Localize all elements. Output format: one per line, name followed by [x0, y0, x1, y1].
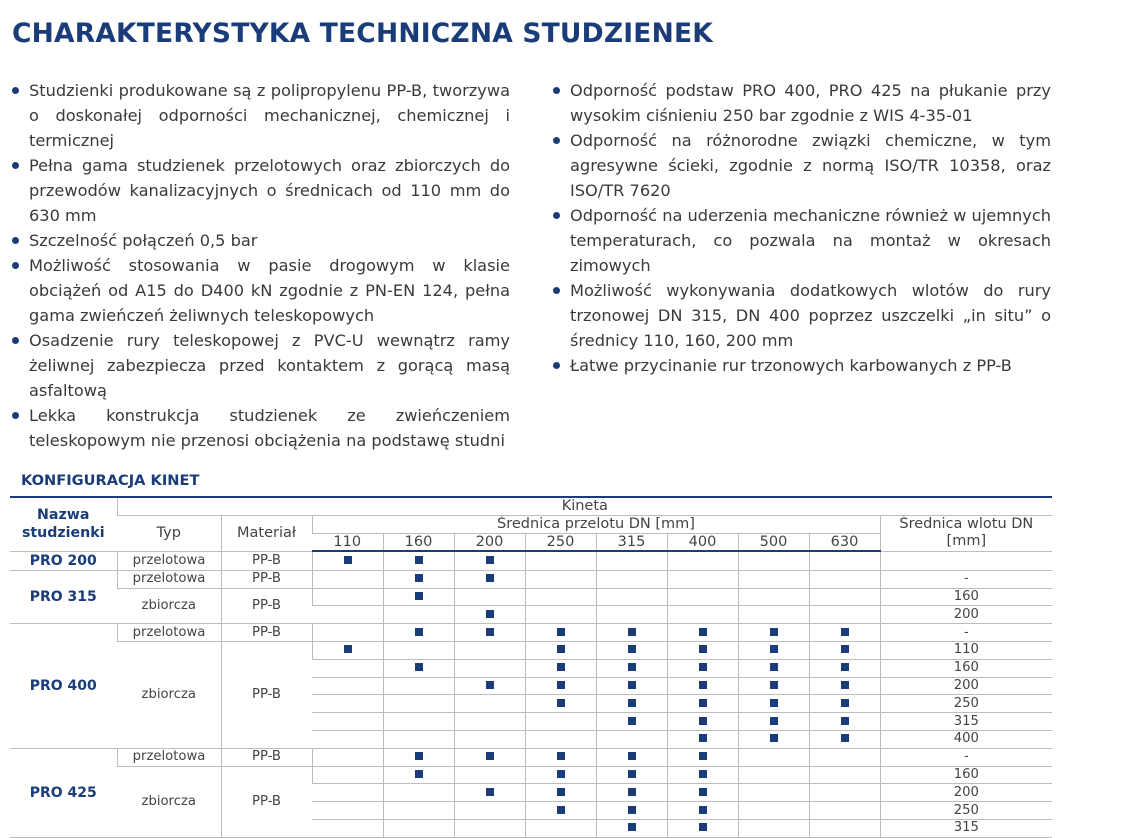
feature-item: Odporność na uderzenia mechaniczne również w ujemnych temperaturach, co pozwala na montaż w okresach zimowych — [553, 203, 1051, 278]
available-marker — [557, 663, 565, 671]
dn-cell — [525, 642, 596, 660]
well-name-cell: PRO 425 — [10, 748, 117, 837]
dn-cell — [525, 659, 596, 677]
dn-cell — [525, 677, 596, 695]
dn-cell — [312, 659, 383, 677]
dn-cell — [383, 588, 454, 606]
available-marker — [699, 681, 707, 689]
dn-cell — [525, 784, 596, 802]
dn-cell — [525, 624, 596, 642]
available-marker — [557, 681, 565, 689]
material-cell: PP-B — [221, 766, 312, 837]
dn-cell — [312, 731, 383, 749]
available-marker — [699, 645, 707, 653]
dn-cell — [809, 606, 880, 624]
dn-cell — [667, 766, 738, 784]
available-marker — [415, 574, 423, 582]
available-marker — [699, 628, 707, 636]
available-marker — [628, 663, 636, 671]
table-caption: KONFIGURACJA KINET — [21, 472, 200, 489]
dn-cell — [596, 659, 667, 677]
available-marker — [486, 556, 494, 564]
dn-cell — [809, 659, 880, 677]
dn-cell — [667, 748, 738, 766]
dn-cell — [667, 588, 738, 606]
dn-cell — [383, 677, 454, 695]
table-row — [10, 551, 1052, 570]
available-marker — [557, 699, 565, 707]
available-marker — [344, 556, 352, 564]
dn-cell — [738, 659, 809, 677]
dn-cell — [809, 802, 880, 820]
dn-cell — [525, 588, 596, 606]
available-marker — [628, 770, 636, 778]
dn-cell — [596, 802, 667, 820]
header-dn: 110 — [312, 533, 383, 551]
dn-cell — [809, 642, 880, 660]
available-marker — [415, 556, 423, 564]
table-row — [10, 642, 1052, 660]
dn-cell — [596, 642, 667, 660]
dn-cell — [738, 695, 809, 713]
dn-cell — [383, 748, 454, 766]
available-marker — [770, 699, 778, 707]
dn-cell — [525, 766, 596, 784]
dn-cell — [312, 784, 383, 802]
feature-item: Odporność podstaw PRO 400, PRO 425 na płukanie przy wysokim ciśnieniu 250 bar zgodnie z WIS 4-35-01 — [553, 78, 1051, 128]
type-cell: przelotowa — [117, 748, 221, 766]
dn-cell — [525, 731, 596, 749]
inlet-diameter-cell: 400 — [880, 731, 1052, 749]
available-marker — [557, 770, 565, 778]
dn-cell — [738, 642, 809, 660]
header-material: Materiał — [221, 515, 312, 551]
dn-cell — [312, 677, 383, 695]
dn-cell — [454, 802, 525, 820]
table-row — [10, 588, 1052, 606]
inlet-diameter-cell: - — [880, 624, 1052, 642]
available-marker — [628, 806, 636, 814]
dn-cell — [383, 784, 454, 802]
dn-cell — [383, 820, 454, 838]
type-cell: zbiorcza — [117, 588, 221, 624]
dn-cell — [809, 677, 880, 695]
dn-cell — [525, 748, 596, 766]
dn-cell — [667, 677, 738, 695]
available-marker — [628, 628, 636, 636]
material-cell: PP-B — [221, 570, 312, 588]
available-marker — [699, 788, 707, 796]
header-srednica-przelotu: Średnica przelotu DN [mm] — [312, 515, 880, 533]
dn-cell — [383, 570, 454, 588]
available-marker — [841, 717, 849, 725]
available-marker — [699, 663, 707, 671]
dn-cell — [667, 731, 738, 749]
available-marker — [557, 752, 565, 760]
available-marker — [841, 645, 849, 653]
inlet-diameter-cell: 200 — [880, 784, 1052, 802]
table-row — [10, 570, 1052, 588]
available-marker — [557, 788, 565, 796]
well-name-cell: PRO 315 — [10, 570, 117, 623]
dn-cell — [738, 588, 809, 606]
dn-cell — [809, 766, 880, 784]
feature-item: Lekka konstrukcja studzienek ze zwieńczeniem teleskopowym nie przenosi obciążenia na podstawę studni — [12, 403, 510, 453]
available-marker — [557, 806, 565, 814]
dn-cell — [312, 551, 383, 570]
dn-cell — [312, 802, 383, 820]
available-marker — [841, 681, 849, 689]
dn-cell — [667, 713, 738, 731]
type-cell: przelotowa — [117, 551, 221, 570]
available-marker — [699, 717, 707, 725]
inlet-diameter-cell: - — [880, 748, 1052, 766]
dn-cell — [596, 551, 667, 570]
feature-item: Możliwość wykonywania dodatkowych wlotów do rury trzonowej DN 315, DN 400 poprzez uszczelki „in situ” o średnicy 110, 160, 200 mm — [553, 278, 1051, 353]
dn-cell — [596, 748, 667, 766]
dn-cell — [738, 784, 809, 802]
available-marker — [344, 645, 352, 653]
feature-item: Odporność na różnorodne związki chemiczne, w tym agresywne ścieki, zgodnie z normą ISO/TR 10358, oraz ISO/TR 7620 — [553, 128, 1051, 203]
available-marker — [770, 734, 778, 742]
dn-cell — [809, 624, 880, 642]
inlet-diameter-cell: 200 — [880, 606, 1052, 624]
header-dn: 160 — [383, 533, 454, 551]
dn-cell — [454, 606, 525, 624]
dn-cell — [596, 820, 667, 838]
inlet-diameter-cell: 250 — [880, 802, 1052, 820]
dn-cell — [454, 731, 525, 749]
dn-cell — [312, 624, 383, 642]
available-marker — [699, 699, 707, 707]
dn-cell — [596, 570, 667, 588]
type-cell: przelotowa — [117, 570, 221, 588]
header-row — [10, 497, 1052, 515]
table-row — [10, 624, 1052, 642]
feature-item: Szczelność połączeń 0,5 bar — [12, 228, 510, 253]
header-name: Nazwa studzienki — [10, 497, 117, 551]
dn-cell — [809, 784, 880, 802]
inlet-diameter-cell: 200 — [880, 677, 1052, 695]
dn-cell — [809, 731, 880, 749]
type-cell: przelotowa — [117, 624, 221, 642]
dn-cell — [596, 713, 667, 731]
type-cell: zbiorcza — [117, 766, 221, 837]
available-marker — [841, 628, 849, 636]
dn-cell — [454, 588, 525, 606]
table-row — [10, 766, 1052, 784]
available-marker — [770, 681, 778, 689]
available-marker — [628, 752, 636, 760]
dn-cell — [312, 606, 383, 624]
dn-cell — [525, 606, 596, 624]
dn-cell — [738, 766, 809, 784]
dn-cell — [596, 624, 667, 642]
dn-cell — [809, 820, 880, 838]
available-marker — [486, 681, 494, 689]
feature-item: Możliwość stosowania w pasie drogowym w klasie obciążeń od A15 do D400 kN zgodnie z PN-EN 124, pełna gama zwieńczeń żeliwnych teleskopowych — [12, 253, 510, 328]
dn-cell — [525, 713, 596, 731]
dn-cell — [312, 820, 383, 838]
table-body — [10, 497, 1052, 837]
dn-cell — [525, 820, 596, 838]
feature-item: Osadzenie rury teleskopowej z PVC-U wewnątrz ramy żeliwnej zabezpiecza przed kontaktem z gorącą masą asfaltową — [12, 328, 510, 403]
dn-cell — [809, 588, 880, 606]
available-marker — [628, 681, 636, 689]
inlet-diameter-cell: 315 — [880, 713, 1052, 731]
available-marker — [486, 574, 494, 582]
available-marker — [628, 717, 636, 725]
dn-cell — [383, 606, 454, 624]
dn-cell — [596, 588, 667, 606]
dn-cell — [809, 551, 880, 570]
available-marker — [486, 752, 494, 760]
dn-cell — [454, 551, 525, 570]
dn-cell — [454, 659, 525, 677]
dn-cell — [667, 784, 738, 802]
dn-cell — [312, 766, 383, 784]
dn-cell — [525, 695, 596, 713]
available-marker — [699, 770, 707, 778]
dn-cell — [667, 802, 738, 820]
features-list-left — [12, 78, 510, 453]
well-name-cell: PRO 400 — [10, 624, 117, 749]
dn-cell — [383, 802, 454, 820]
feature-item: Studzienki produkowane są z polipropylenu PP-B, tworzywa o doskonałej odporności mechanicznej, chemicznej i termicznej — [12, 78, 510, 153]
dn-cell — [738, 748, 809, 766]
available-marker — [841, 734, 849, 742]
dn-cell — [596, 766, 667, 784]
dn-cell — [738, 731, 809, 749]
available-marker — [557, 645, 565, 653]
dn-cell — [383, 659, 454, 677]
page-title: CHARAKTERYSTYKA TECHNICZNA STUDZIENEK — [12, 18, 714, 49]
material-cell: PP-B — [221, 551, 312, 570]
dn-cell — [312, 713, 383, 731]
header-kineta: Kineta — [117, 497, 1052, 515]
dn-cell — [667, 551, 738, 570]
header-dn: 200 — [454, 533, 525, 551]
material-cell: PP-B — [221, 624, 312, 642]
feature-item: Łatwe przycinanie rur trzonowych karbowanych z PP-B — [553, 353, 1051, 378]
available-marker — [415, 770, 423, 778]
dn-cell — [454, 642, 525, 660]
available-marker — [628, 699, 636, 707]
dn-cell — [738, 570, 809, 588]
dn-cell — [738, 713, 809, 731]
material-cell: PP-B — [221, 748, 312, 766]
dn-cell — [383, 766, 454, 784]
dn-cell — [738, 820, 809, 838]
dn-cell — [454, 677, 525, 695]
dn-cell — [454, 748, 525, 766]
available-marker — [486, 628, 494, 636]
dn-cell — [312, 570, 383, 588]
dn-cell — [738, 624, 809, 642]
available-marker — [628, 788, 636, 796]
available-marker — [415, 628, 423, 636]
header-typ: Typ — [117, 515, 221, 551]
available-marker — [486, 610, 494, 618]
inlet-diameter-cell: 250 — [880, 695, 1052, 713]
available-marker — [841, 663, 849, 671]
dn-cell — [454, 784, 525, 802]
available-marker — [841, 699, 849, 707]
available-marker — [415, 592, 423, 600]
available-marker — [699, 752, 707, 760]
dn-cell — [596, 695, 667, 713]
material-cell: PP-B — [221, 588, 312, 624]
dn-cell — [312, 642, 383, 660]
header-dn: 250 — [525, 533, 596, 551]
dn-cell — [809, 713, 880, 731]
dn-cell — [312, 748, 383, 766]
available-marker — [486, 788, 494, 796]
dn-cell — [454, 624, 525, 642]
header-row — [10, 515, 1052, 533]
header-dn: 400 — [667, 533, 738, 551]
material-cell: PP-B — [221, 642, 312, 749]
inlet-diameter-cell: 315 — [880, 820, 1052, 838]
available-marker — [699, 823, 707, 831]
dn-cell — [454, 766, 525, 784]
header-dn: 315 — [596, 533, 667, 551]
dn-cell — [454, 820, 525, 838]
dn-cell — [596, 677, 667, 695]
inlet-diameter-cell: 160 — [880, 659, 1052, 677]
dn-cell — [809, 695, 880, 713]
dn-cell — [312, 695, 383, 713]
available-marker — [557, 628, 565, 636]
dn-cell — [454, 570, 525, 588]
dn-cell — [525, 551, 596, 570]
dn-cell — [738, 677, 809, 695]
inlet-diameter-cell: - — [880, 570, 1052, 588]
dn-cell — [383, 642, 454, 660]
inlet-diameter-cell: 110 — [880, 642, 1052, 660]
dn-cell — [738, 802, 809, 820]
dn-cell — [525, 802, 596, 820]
dn-cell — [667, 606, 738, 624]
dn-cell — [596, 784, 667, 802]
header-dn: 630 — [809, 533, 880, 551]
dn-cell — [454, 713, 525, 731]
dn-cell — [738, 606, 809, 624]
dn-cell — [525, 570, 596, 588]
available-marker — [699, 734, 707, 742]
available-marker — [415, 663, 423, 671]
dn-cell — [667, 659, 738, 677]
dn-cell — [809, 748, 880, 766]
dn-cell — [667, 642, 738, 660]
dn-cell — [667, 570, 738, 588]
dn-cell — [383, 731, 454, 749]
inlet-diameter-cell — [880, 551, 1052, 570]
feature-item: Pełna gama studzienek przelotowych oraz zbiorczych do przewodów kanalizacyjnych o średnicach od 110 mm do 630 mm — [12, 153, 510, 228]
dn-cell — [383, 624, 454, 642]
available-marker — [628, 823, 636, 831]
available-marker — [415, 752, 423, 760]
dn-cell — [383, 713, 454, 731]
inlet-diameter-cell: 160 — [880, 588, 1052, 606]
available-marker — [770, 645, 778, 653]
dn-cell — [383, 695, 454, 713]
table-row — [10, 748, 1052, 766]
features-list-right — [553, 78, 1051, 378]
dn-cell — [667, 820, 738, 838]
dn-cell — [809, 570, 880, 588]
available-marker — [770, 717, 778, 725]
inlet-diameter-cell: 160 — [880, 766, 1052, 784]
dn-cell — [667, 695, 738, 713]
dn-cell — [312, 588, 383, 606]
dn-cell — [667, 624, 738, 642]
dn-cell — [596, 606, 667, 624]
available-marker — [770, 663, 778, 671]
header-dn: 500 — [738, 533, 809, 551]
dn-cell — [738, 551, 809, 570]
dn-cell — [596, 731, 667, 749]
available-marker — [699, 806, 707, 814]
dn-cell — [383, 551, 454, 570]
well-name-cell: PRO 200 — [10, 551, 117, 570]
type-cell: zbiorcza — [117, 642, 221, 749]
header-srednica-wlotu: Średnica wlotu DN [mm] — [880, 515, 1052, 551]
dn-cell — [454, 695, 525, 713]
available-marker — [770, 628, 778, 636]
kinet-configuration-table — [10, 496, 1052, 838]
available-marker — [628, 645, 636, 653]
